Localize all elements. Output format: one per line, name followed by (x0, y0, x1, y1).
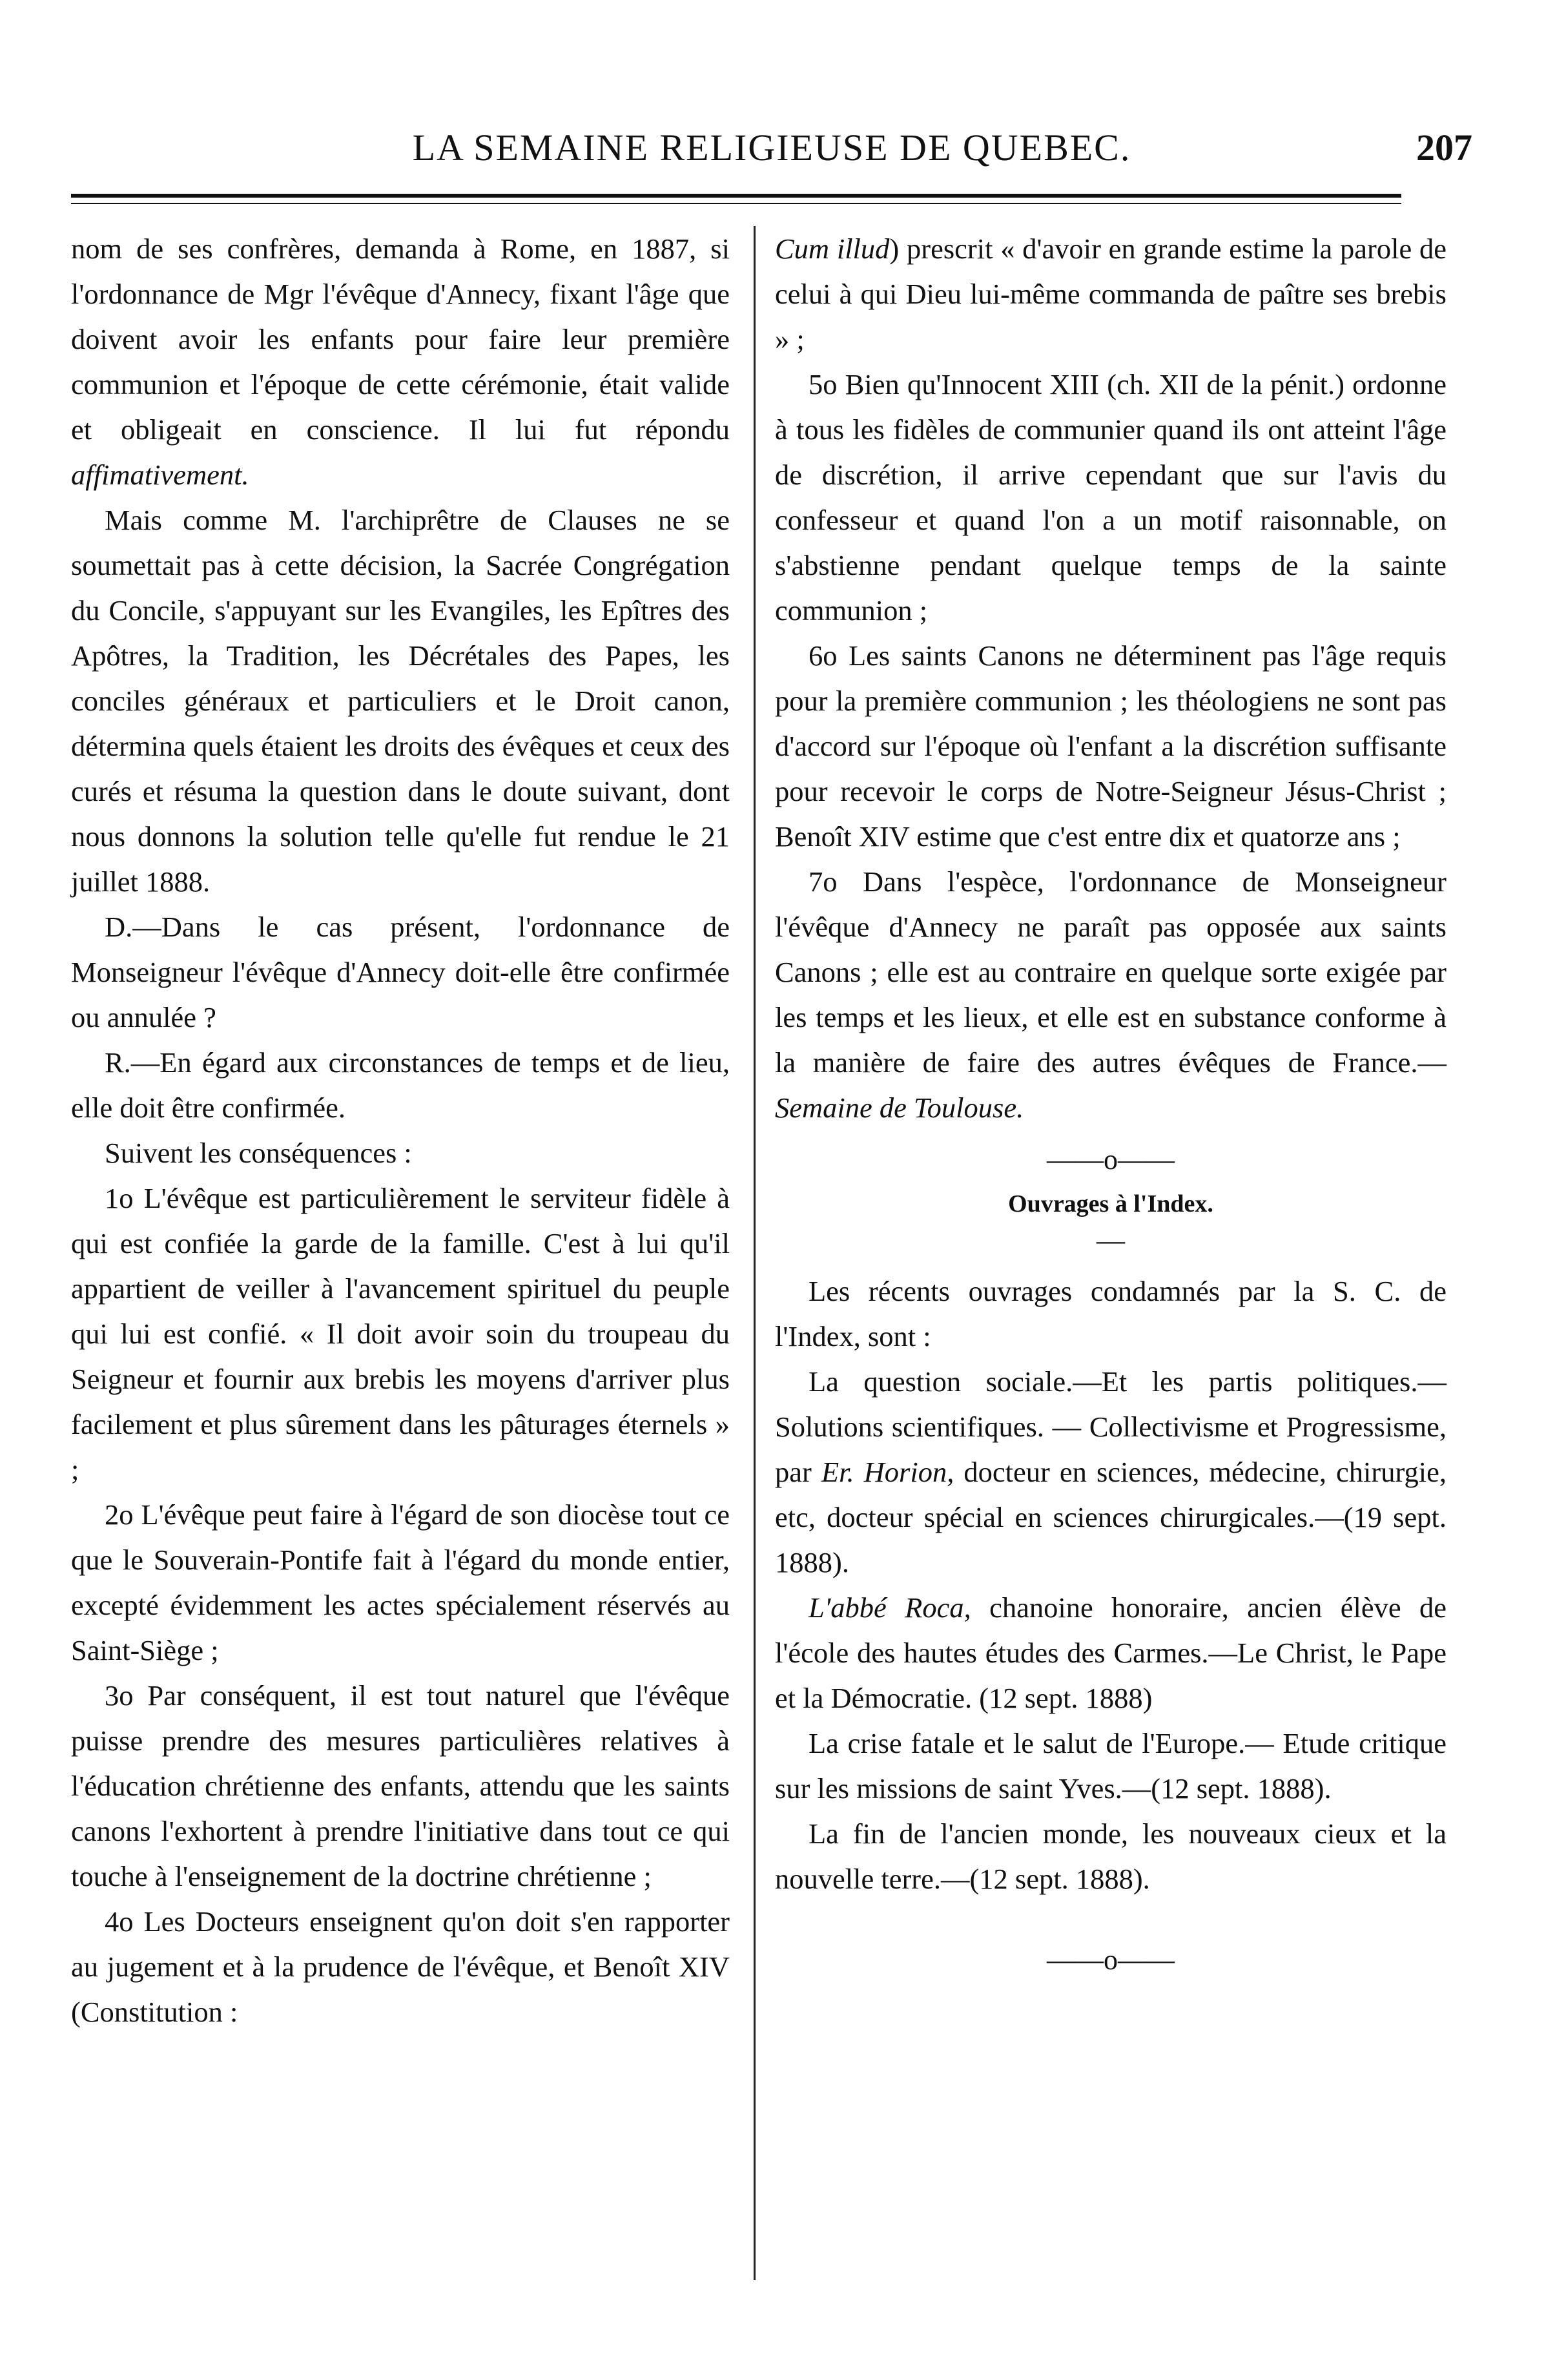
question-paragraph: D.—Dans le cas présent, l'ordonnance de Monseigneur l'évêque d'Annecy doit-elle être confirmée ou annulée ? (71, 911, 730, 1033)
dash-separator: — (1097, 1225, 1125, 1256)
section-title: Ouvrages à l'Index. (1008, 1190, 1213, 1217)
separator: ——o—— (1047, 1144, 1175, 1175)
index-entry: La crise fatale et le salut de l'Europe.— Etude critique sur les missions de saint Yves.—(12 sept. 1888). (775, 1727, 1447, 1805)
header-rule-thick (71, 194, 1401, 198)
journal-title: LA SEMAINE RELIGIEUSE DE QUEBEC. (412, 127, 1131, 169)
paragraph-text: ) prescrit « d'avoir en grande estime la parole de celui à qui Dieu lui-même commanda de paître ses brebis » ; (775, 233, 1447, 355)
header-rule-thin (71, 203, 1401, 204)
right-column (775, 226, 1447, 1983)
index-entry (775, 1585, 1447, 1721)
list-item: 2o L'évêque peut faire à l'égard de son diocèse tout ce que le Souverain-Pontife fait à l'égard du monde entier, excepté évidemment les actes spécialement réservés au Saint-Siège ; (71, 1498, 730, 1666)
author-name: Er. Horion, (821, 1456, 954, 1488)
answer-paragraph: R.—En égard aux circonstances de temps et de lieu, elle doit être confirmée. (71, 1046, 730, 1124)
paragraph (775, 226, 1447, 362)
column-divider (754, 226, 756, 2280)
index-entry: La fin de l'ancien monde, les nouveaux cieux et la nouvelle terre.—(12 sept. 1888). (775, 1817, 1447, 1895)
paragraph: Mais comme M. l'archiprêtre de Clauses ne se soumettait pas à cette décision, la Sacrée Congrégation du Concile, s'appuyant sur les Evangiles, les Epîtres des Apôtres, la Tradition, les Décrétales des Papes, les conciles généraux et particuliers et le Droit canon, détermina quels étaient les droits des évêques et ceux des curés et résuma la question dans le doute suivant, dont nous donnons la solution telle qu'elle fut rendue le 21 juillet 1888. (71, 504, 730, 898)
paragraph: Les récents ouvrages condamnés par la S. C. de l'Index, sont : (775, 1275, 1447, 1352)
left-column (71, 226, 730, 2034)
paragraph-text: 7o Dans l'espèce, l'ordonnance de Monseigneur l'évêque d'Annecy ne paraît pas opposée aux saints Canons ; elle est au contraire en quelque sorte exigée par les temps et les lieux, et elle est en substance conforme à la manière de faire des autres évêques de France.— (775, 865, 1447, 1079)
paragraph-text: docteur en sciences, médecine, chirurgie, etc, docteur spécial en sciences chirurgicales.—(19 sept. 1888). (775, 1456, 1447, 1578)
paragraph-text: chanoine honoraire, ancien élève de l'école des hautes études des Carmes.—Le Christ, le Pape et la Démocratie. (12 sept. 1888) (775, 1591, 1447, 1714)
page-number: 207 (1416, 127, 1472, 169)
paragraph: Suivent les conséquences : (105, 1137, 412, 1169)
running-header (71, 126, 1472, 184)
author-name: L'abbé Roca, (808, 1591, 971, 1624)
italic-text: Cum illud (775, 233, 890, 265)
list-item: 6o Les saints Canons ne déterminent pas l'âge requis pour la première communion ; les théologiens ne sont pas d'accord sur l'époque où l'enfant a la discrétion suffisante pour recevoir le corps de Notre-Seigneur Jésus-Christ ; Benoît XIV estime que c'est entre dix et quatorze ans ; (775, 639, 1447, 853)
list-item: 5o Bien qu'Innocent XIII (ch. XII de la pénit.) ordonne à tous les fidèles de communier quand ils ont atteint l'âge de discrétion, il arrive cependant que sur l'avis du confesseur et quand l'on a un motif raisonnable, on s'abstienne pendant quelque temps de la sainte communion ; (775, 368, 1447, 626)
separator: ——o—— (1047, 1944, 1175, 1976)
italic-text: affimativement. (71, 459, 249, 491)
list-item: 4o Les Docteurs enseignent qu'on doit s'en rapporter au jugement et à la prudence de l'évêque, et Benoît XIV (Constitution : (71, 1905, 730, 2028)
list-item: 3o Par conséquent, il est tout naturel que l'évêque puisse prendre des mesures particulières relatives à l'éducation chrétienne des enfants, attendu que les saints canons l'exhortent à prendre l'initiative dans tout ce qui touche à l'enseignement de la doctrine chrétienne ; (71, 1679, 730, 1892)
source-citation: Semaine de Toulouse. (775, 1092, 1024, 1124)
paragraph (71, 226, 730, 497)
paragraph-text: nom de ses confrères, demanda à Rome, en 1887, si l'ordonnance de Mgr l'évêque d'Annecy, fixant l'âge que doivent avoir les enfants pour faire leur première communion et l'époque de cette cérémonie, était valide et obligeait en conscience. Il lui fut répondu (71, 233, 730, 446)
list-item: 1o L'évêque est particulièrement le serviteur fidèle à qui est confiée la garde de la famille. C'est à lui qu'il appartient de veiller à l'avancement spirituel du peuple qui lui est confié. « Il doit avoir soin du troupeau du Seigneur et fournir aux brebis les moyens d'arriver plus facilement et plus sûrement dans les pâturages éternels » ; (71, 1182, 730, 1485)
list-item (775, 859, 1447, 1130)
index-entry (775, 1359, 1447, 1585)
paragraph-text: La question sociale.—Et les partis politiques.— Solutions scientifiques. — Collectivisme et Progressisme, par (775, 1365, 1447, 1488)
